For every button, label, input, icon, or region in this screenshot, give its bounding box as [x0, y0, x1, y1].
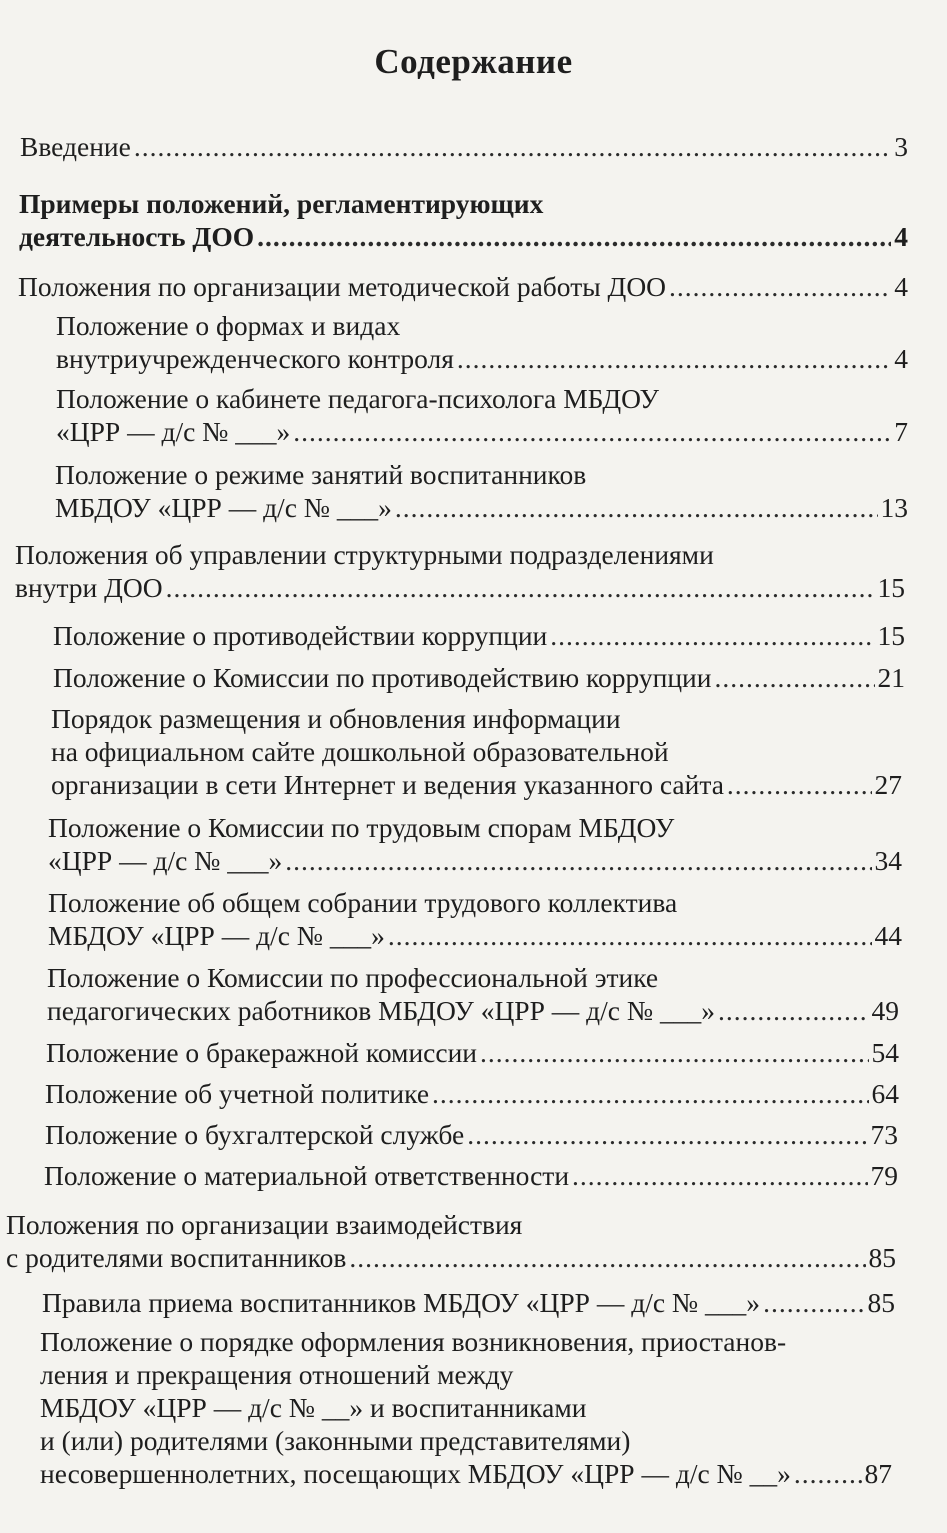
toc-entry-line: и (или) родителями (законными представителями) [40, 1425, 631, 1456]
dot-leader [388, 919, 872, 952]
toc-entry-line: Введение [20, 131, 131, 162]
toc-entry-accounting-policy[interactable] [45, 1077, 899, 1110]
toc-entry-last-line [20, 130, 908, 163]
toc-entry-last-line [18, 270, 908, 303]
toc-page-number: 34 [874, 845, 902, 876]
dot-leader [395, 491, 878, 524]
toc-entry-management[interactable] [15, 538, 905, 604]
toc-entry-control-forms[interactable] [56, 309, 908, 375]
toc-page-number: 85 [868, 1242, 896, 1273]
toc-entry-last-line [51, 768, 902, 801]
toc-entry-line: МБДОУ «ЦРР — д/с № ___» [55, 492, 392, 523]
dot-leader [257, 220, 891, 253]
toc-entry-line: Положения по организации взаимодействия [6, 1209, 523, 1240]
toc-page-number: 87 [864, 1458, 892, 1489]
toc-entry-last-line [46, 1036, 899, 1069]
toc-page-number: 73 [870, 1119, 898, 1150]
toc-entry-methodical-work[interactable] [18, 270, 908, 303]
toc-entry-last-line [6, 1241, 896, 1274]
toc-entry-accounting-service[interactable] [45, 1118, 898, 1151]
toc-entry-last-line [44, 1159, 898, 1192]
toc-page-number: 7 [894, 416, 908, 447]
dot-leader [794, 1457, 862, 1490]
toc-entry-material-liability[interactable] [44, 1159, 898, 1192]
toc-page-number: 4 [894, 271, 908, 302]
toc-page-number: 54 [871, 1037, 899, 1068]
toc-entry-relations-procedure[interactable] [40, 1325, 892, 1490]
toc-entry-ethics-commission[interactable] [47, 961, 899, 1027]
toc-entry-last-line [53, 619, 905, 652]
toc-entry-last-line [19, 220, 908, 253]
dot-leader [718, 994, 869, 1027]
toc-entry-anticorruption[interactable] [53, 619, 905, 652]
toc-entry-admission-rules[interactable] [42, 1286, 895, 1319]
toc-entry-anticorruption-commission[interactable] [53, 661, 905, 694]
toc-entry-line: внутри ДОО [15, 572, 163, 603]
toc-entry-psychologist-office[interactable] [56, 382, 908, 448]
dot-leader [134, 130, 891, 163]
toc-entry-line: Положение о Комиссии по противодействию коррупции [53, 662, 712, 693]
toc-entry-last-line [56, 342, 908, 375]
toc-entry-last-line [47, 994, 899, 1027]
toc-page-number: 21 [877, 662, 905, 693]
toc-entry-last-line [48, 844, 902, 877]
toc-entry-line: «ЦРР — д/с № ___» [56, 416, 291, 447]
dot-leader [550, 619, 874, 652]
toc-page-number: 4 [894, 221, 908, 252]
toc-entry-line: ления и прекращения отношений между [40, 1359, 514, 1390]
page-title: Содержание [374, 42, 573, 81]
dot-leader [467, 1118, 867, 1151]
toc-page-number: 15 [877, 620, 905, 651]
toc-entry-line: Положение о Комиссии по трудовым спорам МБДОУ [48, 812, 675, 843]
toc-entry-line: Правила приема воспитанников МБДОУ «ЦРР — д/с № ___» [42, 1287, 761, 1318]
toc-entry-line: Положения по организации методической работы ДОО [18, 271, 667, 302]
toc-entry-introduction[interactable] [20, 130, 908, 163]
dot-leader [349, 1241, 865, 1274]
dot-leader [166, 571, 875, 604]
toc-entry-last-line [45, 1118, 898, 1151]
toc-entry-line: деятельность ДОО [19, 221, 255, 252]
toc-page-number: 13 [880, 492, 908, 523]
toc-entry-line: Положение о формах и видах [56, 310, 401, 341]
dot-leader [457, 342, 891, 375]
dot-leader [714, 661, 874, 694]
toc-entry-line: Положение о материальной ответственности [44, 1160, 570, 1191]
toc-page-number: 44 [874, 920, 902, 951]
toc-entry-last-line [53, 661, 905, 694]
dot-leader [727, 768, 872, 801]
toc-entry-examples[interactable] [19, 187, 908, 253]
toc-entry-line: МБДОУ «ЦРР — д/с № ___» [48, 920, 385, 951]
toc-entry-last-line [42, 1286, 895, 1319]
toc-entry-last-line [15, 571, 905, 604]
toc-page-number: 27 [874, 769, 902, 800]
toc-entry-last-line [48, 919, 902, 952]
dot-leader [763, 1286, 864, 1319]
dot-leader [285, 844, 871, 877]
dot-leader [480, 1036, 868, 1069]
toc-entry-line: Положение о противодействии коррупции [53, 620, 548, 651]
toc-page-number: 3 [894, 131, 908, 162]
toc-entry-line: внутриучрежденческого контроля [56, 343, 454, 374]
toc-page-number: 64 [871, 1078, 899, 1109]
toc-entry-last-line [40, 1457, 892, 1490]
toc-page-number: 79 [870, 1160, 898, 1191]
toc-entry-line: Положение об общем собрании трудового коллектива [48, 887, 678, 918]
toc-page-number: 15 [877, 572, 905, 603]
toc-entry-parents-interaction[interactable] [6, 1208, 896, 1274]
toc-entry-last-line [45, 1077, 899, 1110]
toc-entry-line: Положение о бухгалтерской службе [45, 1119, 465, 1150]
toc-entry-line: Примеры положений, регламентирующих [19, 188, 544, 219]
toc-entry-website-info[interactable] [51, 702, 902, 801]
toc-entry-line: «ЦРР — д/с № ___» [48, 845, 283, 876]
dot-leader [432, 1077, 868, 1110]
toc-entry-line: Положение о кабинете педагога-психолога МБДОУ [56, 383, 659, 414]
toc-entry-line: Положение о режиме занятий воспитанников [55, 459, 587, 490]
toc-entry-class-schedule[interactable] [55, 458, 908, 524]
toc-entry-line: Положение о порядке оформления возникновения, приостанов- [40, 1326, 787, 1357]
toc-entry-line: Положение об учетной политике [45, 1078, 430, 1109]
toc-entry-line: Порядок размещения и обновления информации [51, 703, 621, 734]
toc-entry-general-meeting[interactable] [48, 886, 902, 952]
toc-entry-line: Положения об управлении структурными подразделениями [15, 539, 714, 570]
dot-leader [293, 415, 891, 448]
toc-entry-line: на официальном сайте дошкольной образовательной [51, 736, 669, 767]
toc-entry-line: несовершеннолетних, посещающих МБДОУ «ЦРР — д/с № __» [40, 1458, 791, 1489]
toc-entry-line: МБДОУ «ЦРР — д/с № __» и воспитанниками [40, 1392, 587, 1423]
dot-leader [572, 1159, 867, 1192]
toc-entry-line: Положение о Комиссии по профессиональной этике [47, 962, 659, 993]
toc-page-number: 4 [894, 343, 908, 374]
toc-entry-last-line [55, 491, 908, 524]
toc-entry-labor-disputes[interactable] [48, 811, 902, 877]
toc-entry-rejection-commission[interactable] [46, 1036, 899, 1069]
toc-entry-line: педагогических работников МБДОУ «ЦРР — д/с № ___» [47, 995, 715, 1026]
toc-entry-line: с родителями воспитанников [6, 1242, 347, 1273]
toc-entry-line: Положение о бракеражной комиссии [46, 1037, 478, 1068]
dot-leader [669, 270, 891, 303]
toc-entry-line: организации в сети Интернет и ведения указанного сайта [51, 769, 724, 800]
toc-page-number: 49 [871, 995, 899, 1026]
toc-entry-last-line [56, 415, 908, 448]
toc-page-number: 85 [867, 1287, 895, 1318]
